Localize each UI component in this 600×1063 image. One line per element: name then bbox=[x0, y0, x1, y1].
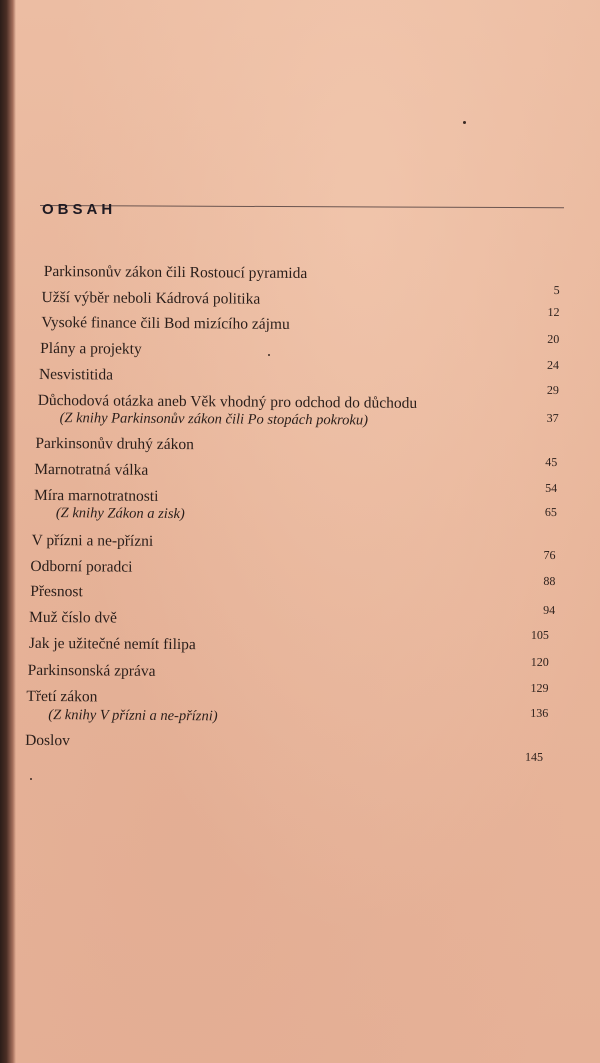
toc-entry-title: Doslov bbox=[25, 731, 70, 750]
toc-entry-title: V přízni a ne-přízni bbox=[31, 531, 154, 550]
toc-entry-page: 145 bbox=[524, 749, 544, 764]
toc-entry-page: 37 bbox=[546, 410, 559, 426]
toc-entry-title: Třetí zákon bbox=[26, 687, 98, 706]
toc-entry-page: 120 bbox=[530, 654, 549, 669]
toc-entry-page: 88 bbox=[543, 573, 556, 589]
toc-entry-page: 29 bbox=[546, 382, 559, 398]
toc-entry-title: Muž číslo dvě bbox=[29, 608, 117, 627]
toc-entry-title: Přesnost bbox=[30, 582, 83, 601]
toc-entry-page: 65 bbox=[544, 504, 557, 520]
toc-entry-subtitle: (Z knihy V přízni a ne-přízni) bbox=[48, 707, 218, 725]
toc-entry-title: Vysoké finance čili Bod mizícího zájmu bbox=[41, 313, 290, 333]
toc-entry-title: Jak je užitečné nemít filipa bbox=[28, 634, 196, 654]
toc-entry-page: 94 bbox=[543, 602, 556, 618]
toc-entry-page: 129 bbox=[530, 680, 549, 695]
toc-entry-page: 45 bbox=[545, 454, 558, 470]
toc-entry-page: 5 bbox=[553, 282, 560, 298]
toc-entry-title: Důchodová otázka aneb Věk vhodný pro odchod do důchodu bbox=[37, 391, 418, 412]
toc-entry-title: Užší výběr neboli Kádrová politika bbox=[41, 288, 261, 308]
toc-entry-page: 12 bbox=[547, 304, 560, 320]
toc-entry-title: Nesvistitida bbox=[38, 365, 114, 384]
toc-entry-page: 20 bbox=[547, 331, 560, 347]
toc-entry-title: Odborní poradci bbox=[30, 557, 133, 576]
toc-entry-page: 54 bbox=[545, 480, 558, 496]
toc-entry-page: 24 bbox=[547, 357, 560, 373]
paper-speck bbox=[30, 778, 32, 780]
toc-entry-page: 136 bbox=[530, 705, 549, 720]
toc-heading: OBSAH bbox=[42, 201, 117, 218]
toc-entry-title: Parkinsonův zákon čili Rostoucí pyramida bbox=[43, 262, 308, 283]
toc-entry-page: 105 bbox=[530, 627, 550, 642]
toc-entry-subtitle: (Z knihy Zákon a zisk) bbox=[55, 505, 185, 523]
toc-entry-title: Parkinsonská zpráva bbox=[27, 661, 156, 680]
toc-entry-title: Parkinsonův druhý zákon bbox=[35, 434, 194, 454]
toc-entry-title: Plány a projekty bbox=[40, 339, 142, 358]
paper-speck bbox=[463, 121, 466, 124]
toc-entry-title: Marnotratná válka bbox=[34, 460, 149, 479]
paper-speck bbox=[268, 354, 270, 356]
toc-entry-subtitle: (Z knihy Parkinsonův zákon čili Po stopách pokroku) bbox=[59, 410, 369, 429]
toc-entry-page: 76 bbox=[543, 547, 556, 563]
toc-entry-title: Míra marnotratnosti bbox=[33, 486, 159, 505]
